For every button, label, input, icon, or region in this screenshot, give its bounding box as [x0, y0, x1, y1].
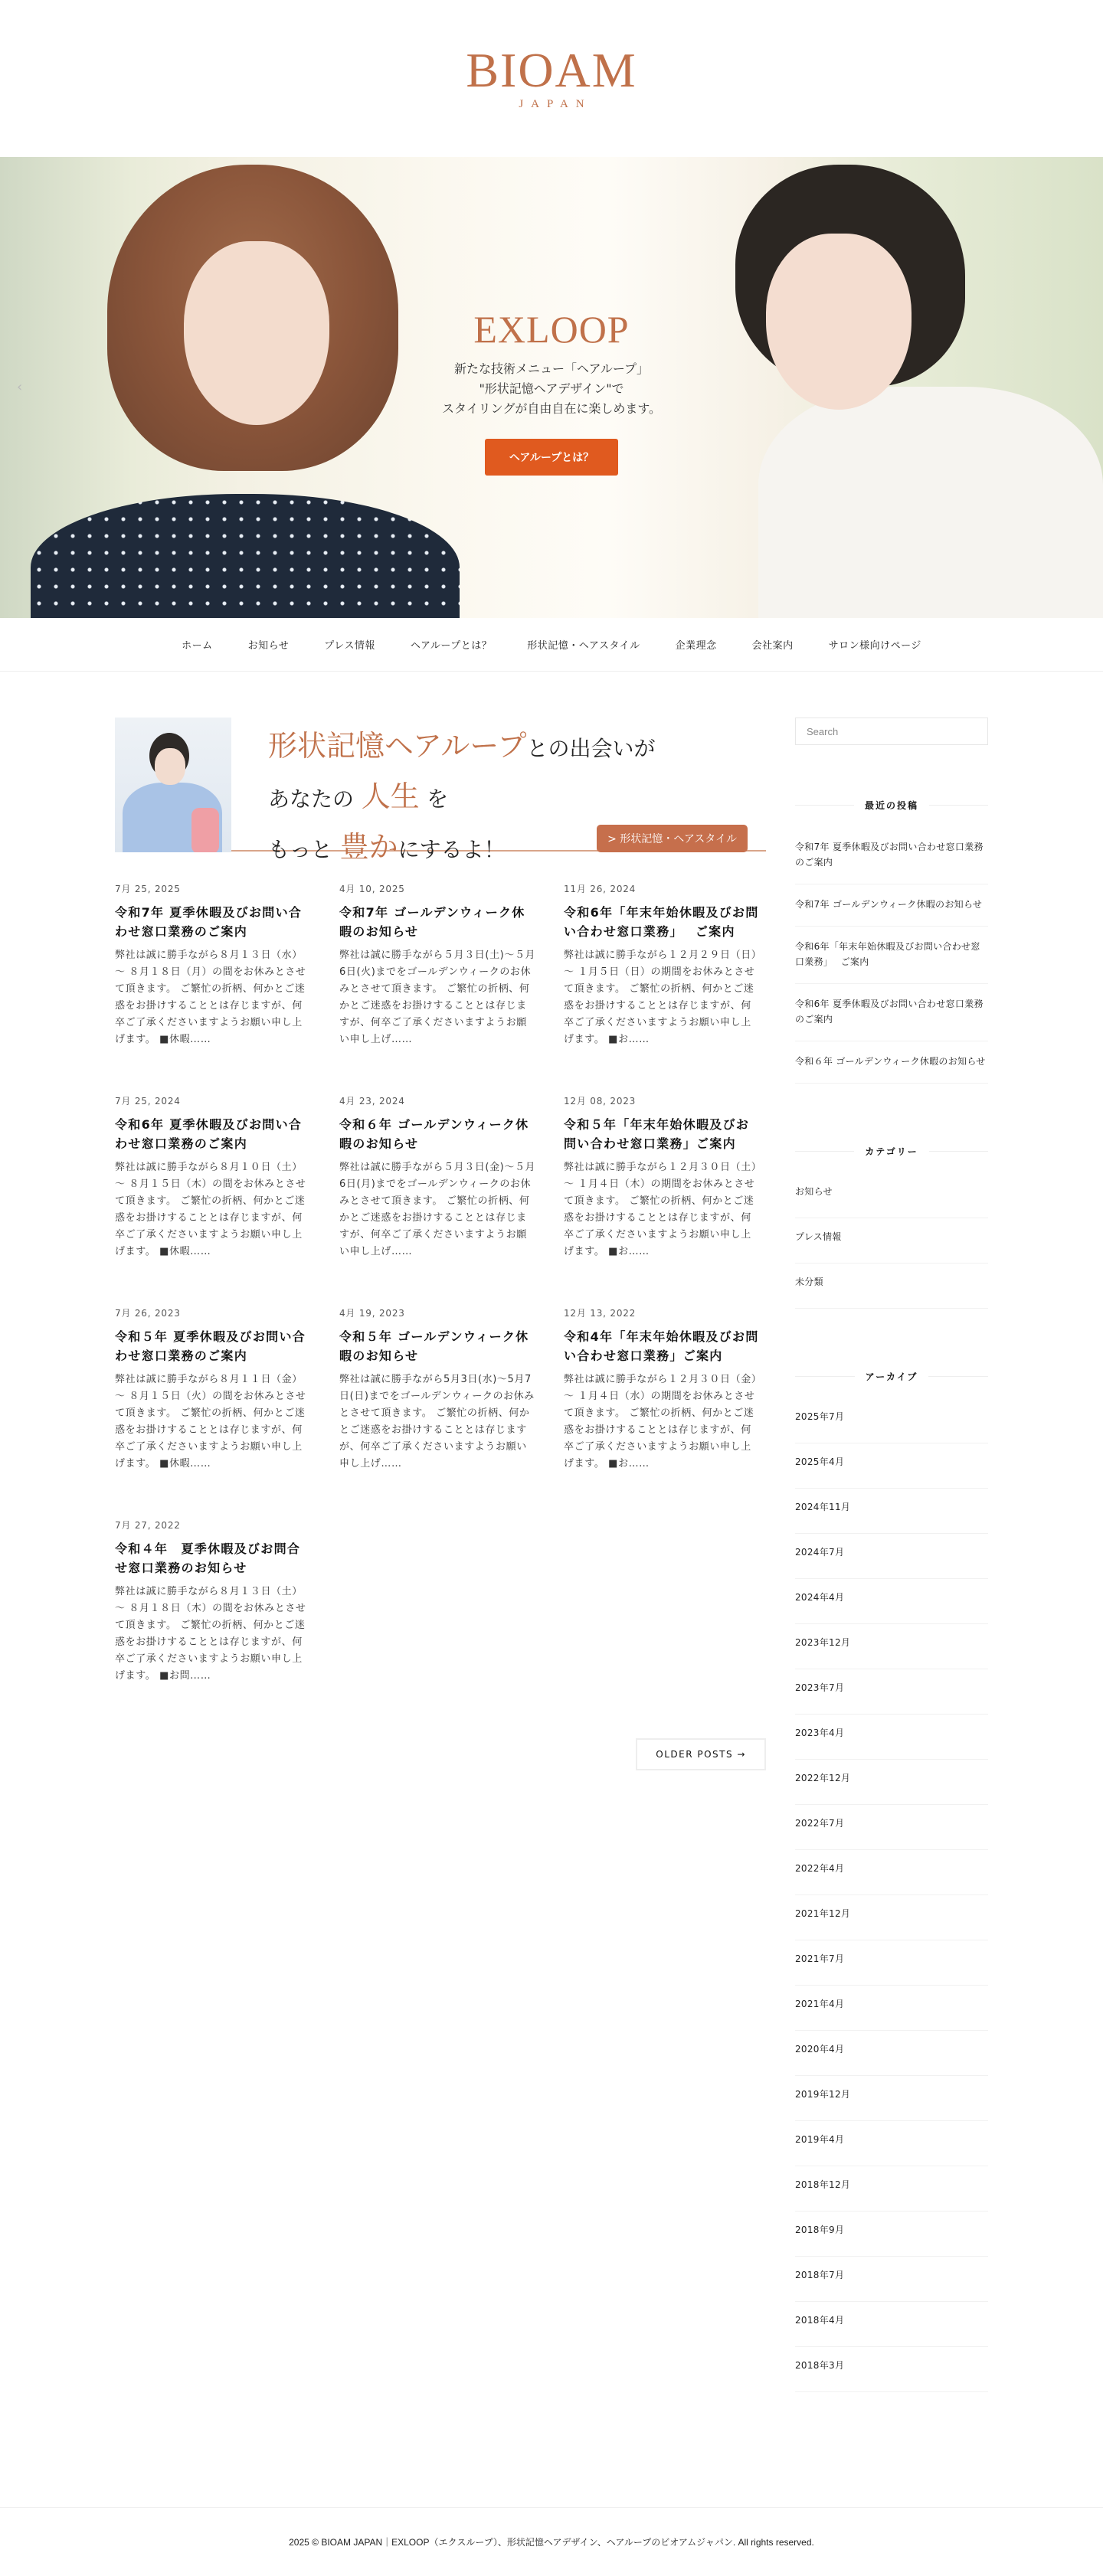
- post-excerpt: 弊社は誠に勝手ながら１２月２９日（日）～ １月５日（日）の期間をお休みとさせて頂きます。 ご繁忙の折柄、何かとご迷惑をお掛けすることとは存じますが、何卒ご了承くださいますようお願い申し上げます。 ■お……: [564, 950, 757, 1045]
- archive-link[interactable]: 2018年12月: [795, 2166, 988, 2212]
- archive-link[interactable]: 2025年7月: [795, 1398, 988, 1443]
- post-date: 12月 13, 2022: [564, 1308, 637, 1319]
- post-excerpt: 弊社は誠に勝手ながら８月１０日（土）～ ８月１５日（木）の間をお休みとさせて頂きます。 ご繁忙の折柄、何かとご迷惑をお掛けすることとは存じますが、何卒ご了承くださいますようお願い申し上げます。 ■休暇……: [115, 1162, 306, 1257]
- widget-title: カテゴリー: [795, 1145, 988, 1158]
- site-footer: [0, 2507, 1103, 2576]
- older-posts-button[interactable]: OLDER POSTS →: [636, 1738, 766, 1770]
- post-card: [115, 1306, 313, 1473]
- post-date: 7月 27, 2022: [115, 1520, 181, 1531]
- archive-link[interactable]: 2024年11月: [795, 1489, 988, 1534]
- recent-post-link[interactable]: 令和６年 ゴールデンウィーク休暇のお知らせ: [795, 1041, 988, 1084]
- recent-post-link[interactable]: 令和6年 夏季休暇及びお問い合わせ窓口業務のご案内: [795, 984, 988, 1041]
- archive-link[interactable]: 2018年3月: [795, 2347, 988, 2392]
- post-date: 7月 25, 2025: [115, 884, 181, 894]
- post-card: [115, 882, 313, 1048]
- post-date: 7月 26, 2023: [115, 1308, 181, 1319]
- hero-content: [0, 310, 1103, 476]
- copyright-text: 2025 © BIOAM JAPAN｜EXLOOP（エクスループ）、形状記憶ヘアデザイン、ヘアループのビオアムジャパン. All rights reserved.: [289, 2537, 814, 2548]
- main-navigation: [0, 618, 1103, 672]
- archive-link[interactable]: 2021年4月: [795, 1986, 988, 2031]
- archive-link[interactable]: 2023年12月: [795, 1624, 988, 1669]
- promo-image: [115, 718, 231, 852]
- promo-hairstyle-button[interactable]: > 形状記憶・ヘアスタイル: [597, 825, 748, 852]
- post-excerpt: 弊社は誠に勝手ながら１２月３０日（土）～ １月４日（木）の期間をお休みとさせて頂きます。 ご繁忙の折柄、何かとご迷惑をお掛けすることとは存じますが、何卒ご了承くださいますようお願い申し上げます。 ■お……: [564, 1162, 757, 1257]
- archive-link[interactable]: 2024年4月: [795, 1579, 988, 1624]
- post-title-link[interactable]: 令和6年「年末年始休暇及びお問い合わせ窓口業務」 ご案内: [564, 905, 759, 939]
- logo-subtitle: JAPAN: [519, 98, 592, 110]
- archive-link[interactable]: 2022年7月: [795, 1805, 988, 1850]
- post-date: 11月 26, 2024: [564, 884, 637, 894]
- promo-line-2: あなたの 人生 を: [268, 780, 449, 813]
- page-container: [115, 672, 988, 2392]
- widget-title: 最近の投稿: [795, 799, 988, 812]
- site-logo[interactable]: [466, 43, 637, 111]
- nav-item-philosophy[interactable]: 企業理念: [675, 640, 717, 652]
- hero-cta-button[interactable]: ヘアループとは？: [485, 439, 618, 476]
- post-grid: [115, 882, 766, 1685]
- archive-link[interactable]: 2020年4月: [795, 2031, 988, 2076]
- promo-banner: [115, 718, 766, 864]
- recent-post-link[interactable]: 令和7年 ゴールデンウィーク休暇のお知らせ: [795, 884, 988, 927]
- post-card: [339, 1306, 537, 1473]
- archive-link[interactable]: 2023年7月: [795, 1669, 988, 1715]
- archive-link[interactable]: 2018年9月: [795, 2212, 988, 2257]
- archive-link[interactable]: 2021年7月: [795, 1940, 988, 1986]
- recent-posts-widget: [795, 799, 988, 1084]
- post-date: 7月 25, 2024: [115, 1096, 181, 1107]
- post-card: [115, 1518, 313, 1685]
- hero-line: "形状記憶ヘアデザイン"で: [479, 381, 624, 396]
- nav-item-hairloop[interactable]: ヘアループとは？: [410, 640, 493, 652]
- post-excerpt: 弊社は誠に勝手ながら５月３日(土)～５月6日(火)までをゴールデンウィークのお休みとさせて頂きます。 ご繁忙の折柄、何かとご迷惑をお掛けすることとは存じますが、何卒ご了承くださいますようお願い申し上げ……: [339, 950, 536, 1045]
- hero-title: EXLOOP: [473, 308, 630, 351]
- post-title-link[interactable]: 令和５年 夏季休暇及びお問い合わせ窓口業務のご案内: [115, 1329, 306, 1363]
- post-date: 4月 23, 2024: [339, 1096, 405, 1107]
- post-title-link[interactable]: 令和４年 夏季休暇及びお問合せ窓口業務のお知らせ: [115, 1541, 301, 1575]
- recent-post-link[interactable]: 令和6年「年末年始休暇及びお問い合わせ窓口業務」 ご案内: [795, 927, 988, 984]
- category-link[interactable]: プレス情報: [795, 1218, 988, 1263]
- archive-link[interactable]: 2024年7月: [795, 1534, 988, 1579]
- logo-wordmark: BIOAM: [466, 43, 637, 97]
- archive-link[interactable]: 2025年4月: [795, 1443, 988, 1489]
- hero-line: 新たな技術メニュー「ヘアループ」: [453, 361, 650, 376]
- post-card: [564, 1094, 761, 1260]
- post-card: [339, 1094, 537, 1260]
- post-title-link[interactable]: 令和５年「年末年始休暇及びお問い合わせ窓口業務」ご案内: [564, 1117, 750, 1151]
- main-content: [115, 718, 766, 2392]
- search-input[interactable]: [795, 718, 988, 745]
- hero-model-left-body: [31, 494, 460, 618]
- archive-link[interactable]: 2022年4月: [795, 1850, 988, 1895]
- hero-line: スタイリングが自由自在に楽しめます。: [441, 401, 662, 416]
- archive-link[interactable]: 2018年7月: [795, 2257, 988, 2302]
- post-card: [564, 1306, 761, 1473]
- nav-item-company[interactable]: 会社案内: [751, 640, 794, 652]
- category-link[interactable]: お知らせ: [795, 1173, 988, 1218]
- nav-item-salon[interactable]: サロン様向けページ: [828, 640, 921, 652]
- post-card: [115, 1094, 313, 1260]
- post-card: [564, 882, 761, 1048]
- archive-link[interactable]: 2022年12月: [795, 1760, 988, 1805]
- chevron-left-icon[interactable]: ‹: [17, 379, 23, 395]
- recent-post-link[interactable]: 令和7年 夏季休暇及びお問い合わせ窓口業務のご案内: [795, 827, 988, 884]
- sidebar: [795, 718, 988, 2392]
- archives-widget: [795, 1370, 988, 2392]
- hero-slider: [0, 157, 1103, 618]
- post-date: 4月 19, 2023: [339, 1308, 405, 1319]
- archive-link[interactable]: 2021年12月: [795, 1895, 988, 1940]
- post-title-link[interactable]: 令和６年 ゴールデンウィーク休暇のお知らせ: [339, 1117, 529, 1151]
- promo-line-1: 形状記憶ヘアループとの出会いが: [268, 729, 656, 763]
- hero-description: [0, 359, 1103, 419]
- post-card: [339, 882, 537, 1048]
- widget-title: アーカイブ: [795, 1370, 988, 1383]
- post-excerpt: 弊社は誠に勝手ながら８月１１日（金）～ ８月１５日（火）の間をお休みとさせて頂きます。 ご繁忙の折柄、何かとご迷惑をお掛けすることとは存じますが、何卒ご了承くださいますようお願い申し上げます。 ■休暇……: [115, 1374, 306, 1469]
- nav-item-press[interactable]: プレス情報: [324, 640, 375, 652]
- archive-link[interactable]: 2023年4月: [795, 1715, 988, 1760]
- categories-widget: [795, 1145, 988, 1309]
- nav-item-home[interactable]: ホーム: [182, 640, 213, 652]
- post-excerpt: 弊社は誠に勝手ながら８月１３日（水）～ ８月１８日（月）の間をお休みとさせて頂きます。 ご繁忙の折柄、何かとご迷惑をお掛けすることとは存じますが、何卒ご了承くださいますようお願い申し上げます。 ■休暇……: [115, 950, 306, 1045]
- post-title-link[interactable]: 令和7年 夏季休暇及びお問い合わせ窓口業務のご案内: [115, 905, 303, 939]
- archive-link[interactable]: 2019年4月: [795, 2121, 988, 2166]
- archive-link[interactable]: 2018年4月: [795, 2302, 988, 2347]
- post-excerpt: 弊社は誠に勝手ながら５月３日(金)～５月6日(月)までをゴールデンウィークのお休みとさせて頂きます。 ご繁忙の折柄、何かとご迷惑をお掛けすることとは存じますが、何卒ご了承くださいますようお願い申し上げ……: [339, 1162, 536, 1257]
- post-title-link[interactable]: 令和５年 ゴールデンウィーク休暇のお知らせ: [339, 1329, 529, 1363]
- post-date: 4月 10, 2025: [339, 884, 405, 894]
- site-header: [0, 0, 1103, 157]
- pagination: [115, 1738, 766, 1770]
- post-excerpt: 弊社は誠に勝手ながら5月3日(水)～5月7日(日)までをゴールデンウィークのお休みとさせて頂きます。 ご繁忙の折柄、何かとご迷惑をお掛けすることとは存じますが、何卒ご了承くださいますようお願い申し上げ……: [339, 1374, 535, 1469]
- promo-line-3: もっと 豊かにするよ！: [268, 830, 506, 864]
- category-link[interactable]: 未分類: [795, 1263, 988, 1309]
- post-title-link[interactable]: 令和7年 ゴールデンウィーク休暇のお知らせ: [339, 905, 525, 939]
- nav-item-hairstyle[interactable]: 形状記憶・ヘアスタイル: [527, 640, 640, 652]
- post-excerpt: 弊社は誠に勝手ながら１２月３０日（金）～ １月４日（水）の期間をお休みとさせて頂きます。 ご繁忙の折柄、何かとご迷惑をお掛けすることとは存じますが、何卒ご了承くださいますようお願い申し上げます。 ■お……: [564, 1374, 757, 1469]
- post-title-link[interactable]: 令和4年「年末年始休暇及びお問い合わせ窓口業務」ご案内: [564, 1329, 759, 1363]
- post-excerpt: 弊社は誠に勝手ながら８月１３日（土）～ ８月１８日（木）の間をお休みとさせて頂きます。 ご繁忙の折柄、何かとご迷惑をお掛けすることとは存じますが、何卒ご了承くださいますようお願い申し上げます。 ■お問……: [115, 1586, 306, 1682]
- archive-link[interactable]: 2019年12月: [795, 2076, 988, 2121]
- post-date: 12月 08, 2023: [564, 1096, 637, 1107]
- post-title-link[interactable]: 令和6年 夏季休暇及びお問い合わせ窓口業務のご案内: [115, 1117, 303, 1151]
- nav-item-news[interactable]: お知らせ: [247, 640, 290, 652]
